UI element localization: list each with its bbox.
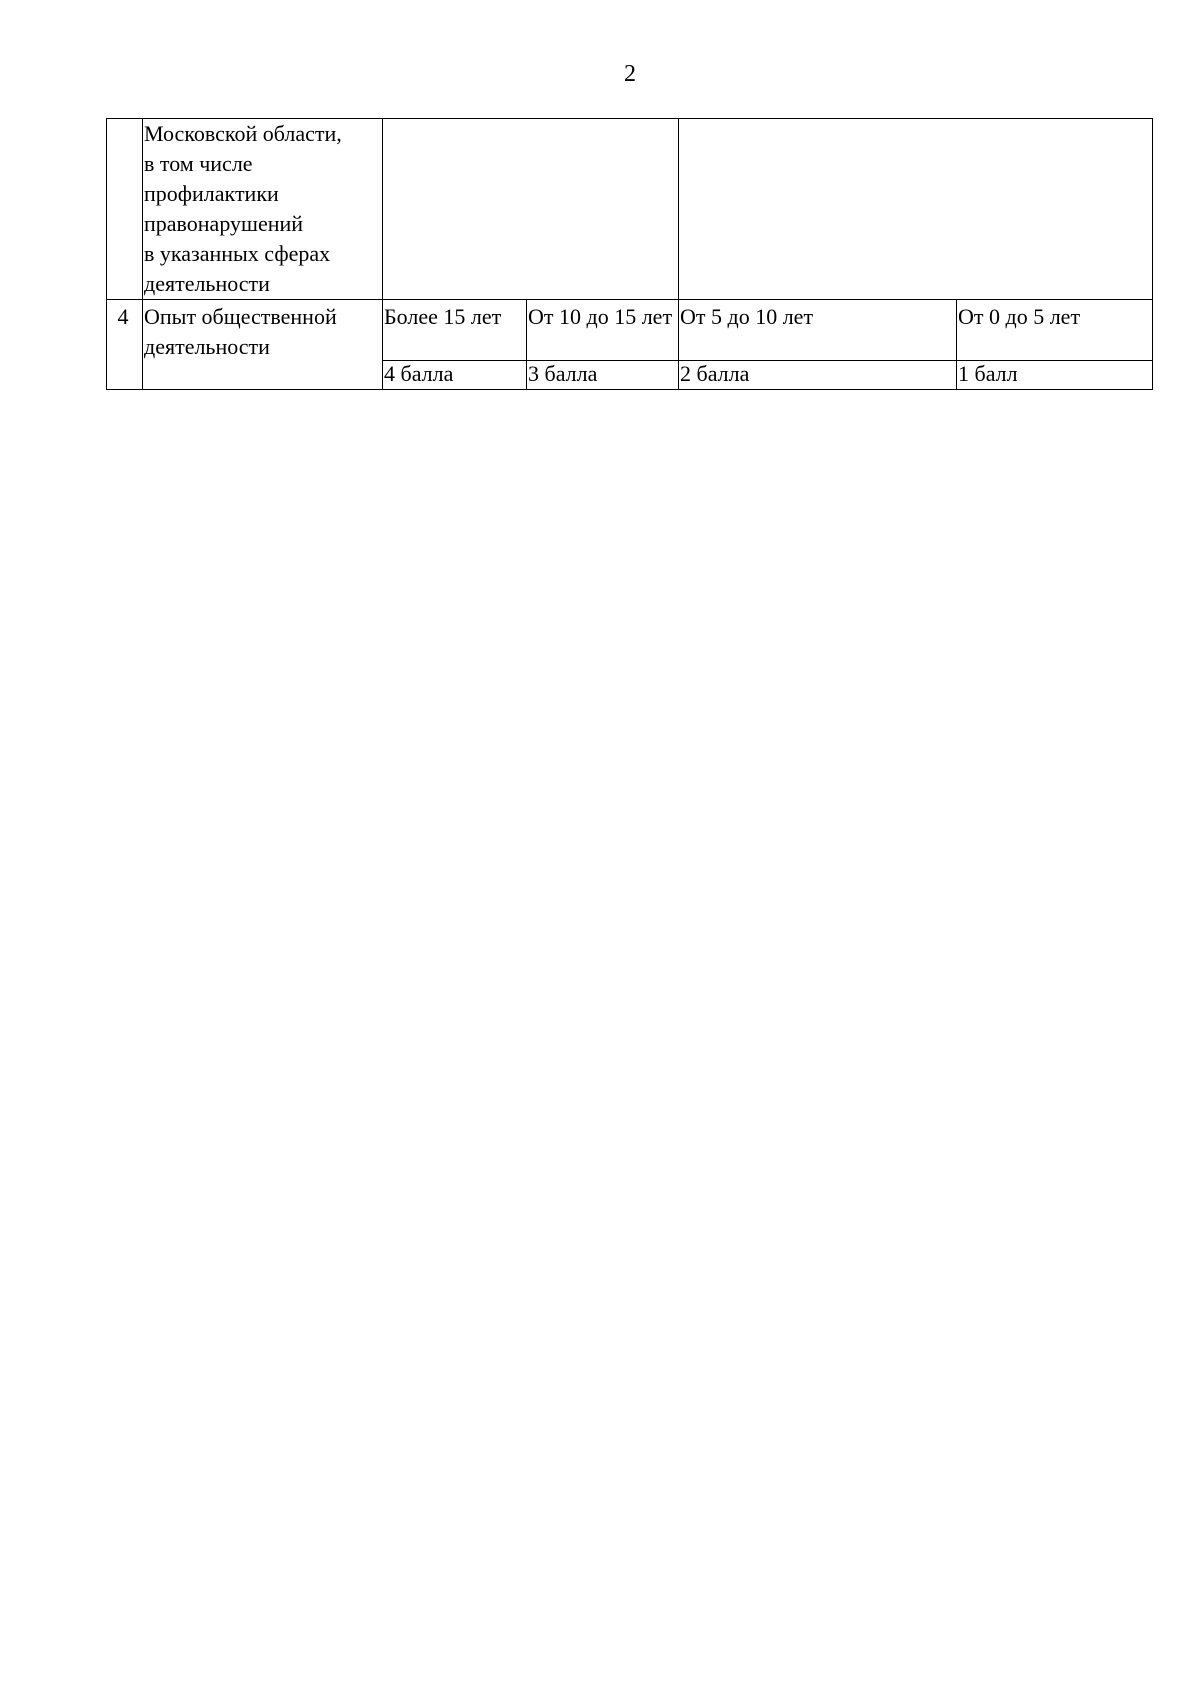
criterion-line: Московской области, bbox=[144, 121, 342, 146]
criterion-line: в указанных сферах bbox=[144, 241, 331, 266]
empty-cell bbox=[383, 119, 679, 300]
criterion-line: профилактики bbox=[144, 181, 279, 206]
criterion-cell bbox=[143, 119, 383, 300]
criterion-line: деятельности bbox=[144, 334, 270, 359]
criterion-line: в том числе bbox=[144, 151, 253, 176]
option-range-cell: От 5 до 10 лет bbox=[679, 300, 957, 361]
empty-cell bbox=[679, 119, 1153, 300]
criterion-cell bbox=[143, 300, 383, 390]
criterion-line: деятельности bbox=[144, 271, 270, 296]
row-number-cell bbox=[107, 119, 143, 300]
option-range-cell: Более 15 лет bbox=[383, 300, 527, 361]
table-row bbox=[107, 300, 1153, 361]
page-number: 2 bbox=[624, 61, 636, 87]
option-points-cell: 2 балла bbox=[679, 361, 957, 390]
option-range-cell: От 10 до 15 лет bbox=[527, 300, 679, 361]
option-points-cell: 3 балла bbox=[527, 361, 679, 390]
criteria-table bbox=[106, 118, 1153, 390]
row-number-cell: 4 bbox=[107, 300, 143, 390]
criterion-line: Опыт общественной bbox=[144, 304, 337, 329]
table-row bbox=[107, 119, 1153, 300]
criterion-line: правонарушений bbox=[144, 211, 304, 236]
option-points-cell: 4 балла bbox=[383, 361, 527, 390]
option-points-cell: 1 балл bbox=[957, 361, 1153, 390]
option-range-cell: От 0 до 5 лет bbox=[957, 300, 1153, 361]
